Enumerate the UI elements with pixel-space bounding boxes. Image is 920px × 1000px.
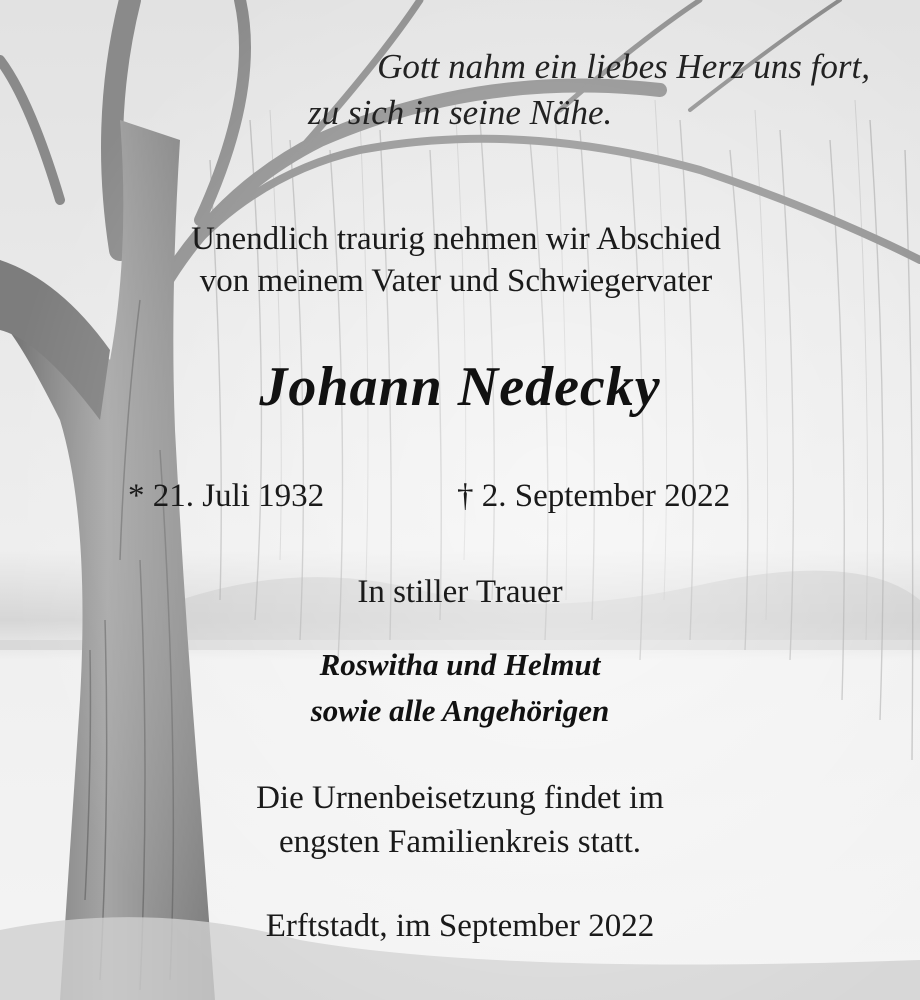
death-date: † 2. September 2022 xyxy=(457,478,731,514)
intro-text xyxy=(0,218,916,302)
burial-note xyxy=(0,776,920,864)
family-line-2: sowie alle Angehörigen xyxy=(310,693,610,728)
verse xyxy=(300,44,880,136)
verse-line-1: Gott nahm ein liebes Herz uns fort, xyxy=(377,47,870,86)
family-names xyxy=(0,642,920,734)
intro-line-2: von meinem Vater und Schwiegervater xyxy=(199,263,713,299)
burial-line-2: engsten Familienkreis statt. xyxy=(278,824,642,860)
verse-line-2: zu sich in seine Nähe. xyxy=(308,93,613,132)
mourning-line: In stiller Trauer xyxy=(357,574,563,610)
intro-line-1: Unendlich traurig nehmen wir Abschied xyxy=(191,221,721,257)
burial-line-1: Die Urnenbeisetzung findet im xyxy=(256,780,664,816)
deceased-name: Johann Nedecky xyxy=(259,356,661,418)
place-date: Erftstadt, im September 2022 xyxy=(265,908,655,944)
birth-date: * 21. Juli 1932 xyxy=(128,478,325,514)
family-line-1: Roswitha und Helmut xyxy=(319,647,601,682)
